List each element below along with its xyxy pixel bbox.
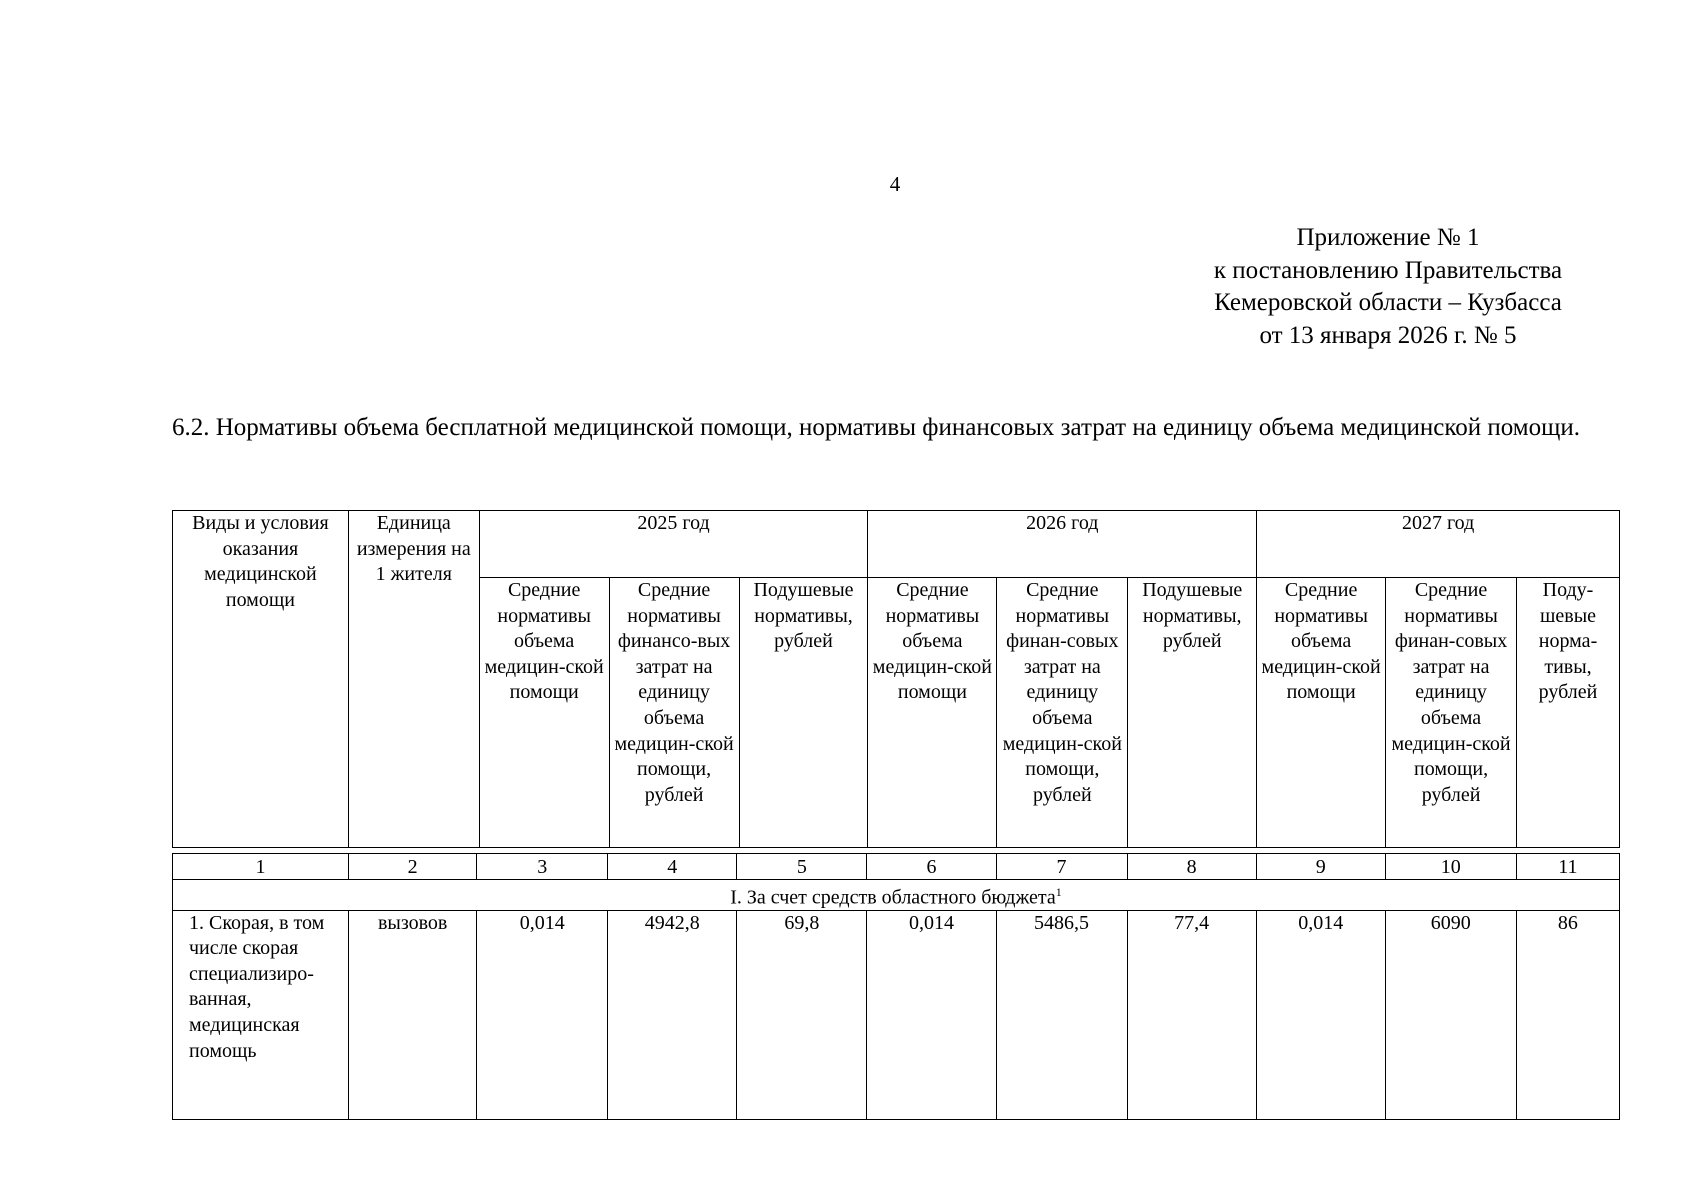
page-number: 4: [889, 172, 901, 196]
value-cell: 86: [1516, 910, 1619, 1119]
column-number: 4: [608, 854, 737, 880]
subheader-volume: Средние нормативы объема медицин-ской помощи: [868, 578, 997, 848]
subheader-cost: Средние нормативы финан-совых затрат на единицу объема медицин-ской помощи, рублей: [1386, 578, 1517, 848]
section-title: I. За счет средств областного бюджета: [730, 886, 1056, 909]
appendix-line: Приложение № 1: [1296, 224, 1480, 251]
appendix-block: [1188, 222, 1588, 352]
column-number: 7: [996, 854, 1127, 880]
subheader-cost: Средние нормативы финан-совых затрат на единицу объема медицин-ской помощи, рублей: [997, 578, 1128, 848]
column-number: 10: [1385, 854, 1516, 880]
column-number: 5: [737, 854, 867, 880]
appendix-line: к постановлению Правительства: [1213, 256, 1563, 284]
appendix-line: от 13 января 2026 г. № 5: [1259, 321, 1517, 349]
appendix-line: Кемеровской области – Кузбасса: [1214, 289, 1562, 316]
norms-table-body: [172, 853, 1620, 1120]
section-row: [173, 880, 1620, 911]
column-number: 8: [1127, 854, 1256, 880]
service-name: 1. Скорая, в том числе скорая специализиро-ванная, медицинская помощь: [173, 910, 349, 1119]
header-year-2026: 2026 год: [868, 511, 1257, 578]
subheader-volume: Средние нормативы объема медицин-ской помощи: [479, 578, 609, 848]
header-unit: Единица измерения на 1 жителя: [348, 511, 479, 848]
column-number: 2: [349, 854, 477, 880]
header-year-2027: 2027 год: [1257, 511, 1620, 578]
column-number: 9: [1256, 854, 1385, 880]
header-service-type: Виды и условия оказания медицинской помощи: [173, 511, 349, 848]
table-row: [173, 910, 1620, 1119]
value-cell: 0,014: [1256, 910, 1385, 1119]
column-number: 3: [477, 854, 608, 880]
value-cell: 4942,8: [608, 910, 737, 1119]
column-number: 6: [867, 854, 996, 880]
value-cell: 0,014: [477, 910, 608, 1119]
header-year-2025: 2025 год: [479, 511, 868, 578]
value-cell: 0,014: [867, 910, 996, 1119]
subheader-per-capita: Подушевые нормативы, рублей: [739, 578, 868, 848]
subheader-per-capita: Поду-шевые норма-тивы, рублей: [1517, 578, 1620, 848]
column-numbers-row: [173, 854, 1620, 880]
unit-cell: вызовов: [349, 910, 477, 1119]
section-heading: 6.2. Нормативы объема бесплатной медицинской помощи, нормативы финансовых затрат на единицу объема медицинской помощи.: [172, 414, 1580, 441]
value-cell: 77,4: [1127, 910, 1256, 1119]
value-cell: 6090: [1385, 910, 1516, 1119]
footnote-marker: 1: [1055, 885, 1062, 899]
subheader-cost: Средние нормативы финансо-вых затрат на единицу объема медицин-ской помощи, рублей: [609, 578, 739, 848]
column-number: 1: [173, 854, 349, 880]
subheader-volume: Средние нормативы объема медицин-ской помощи: [1257, 578, 1386, 848]
subheader-per-capita: Подушевые нормативы, рублей: [1128, 578, 1257, 848]
value-cell: 5486,5: [996, 910, 1127, 1119]
column-number: 11: [1516, 854, 1619, 880]
value-cell: 69,8: [737, 910, 867, 1119]
norms-table-header: [172, 510, 1620, 848]
section-title-cell: [173, 880, 1620, 911]
